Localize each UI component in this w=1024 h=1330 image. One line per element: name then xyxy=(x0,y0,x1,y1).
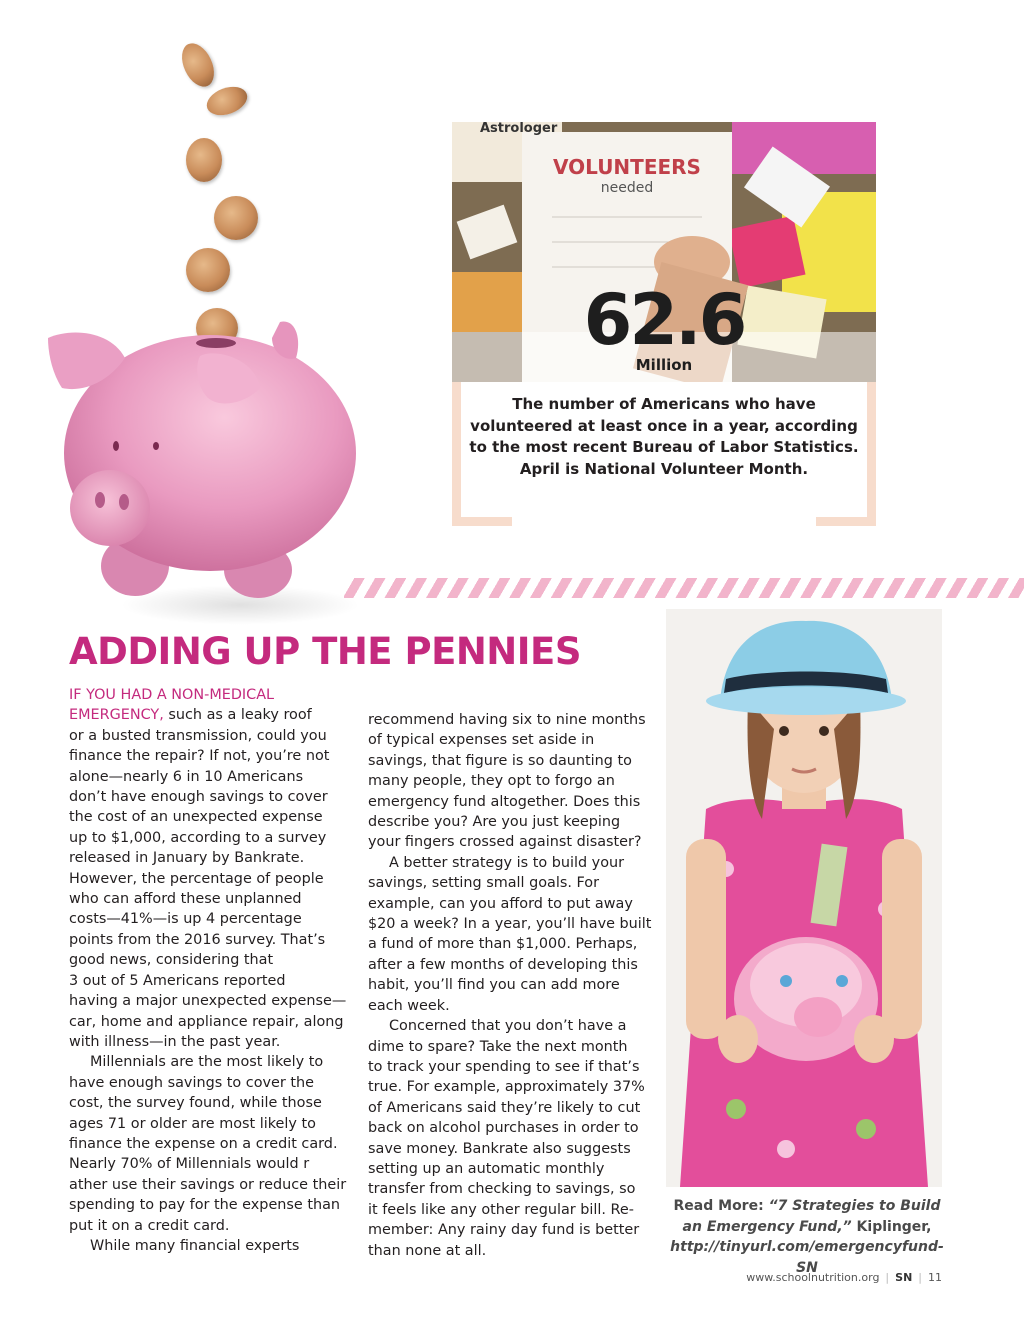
text-line: $20 a week? In a year, you’ll have built xyxy=(368,916,652,933)
article-column-2 xyxy=(368,710,652,1261)
falling-coins xyxy=(170,38,280,358)
text-line: member: Any rainy day fund is better xyxy=(368,1222,640,1239)
sign-subtitle: needed xyxy=(600,180,654,196)
text-line: setting up an automatic monthly xyxy=(368,1160,605,1177)
volunteer-stat-box xyxy=(452,122,876,526)
stat-number: 62.6 xyxy=(583,279,745,361)
text-line: points from the 2016 survey. That’s xyxy=(69,931,326,948)
coin xyxy=(203,82,251,121)
text-line: car, home and appliance repair, along xyxy=(69,1013,344,1030)
text-line: Concerned that you don’t have a xyxy=(389,1018,627,1035)
text-line xyxy=(69,685,351,705)
text-line: a fund of more than $1,000. Perhaps, xyxy=(368,936,638,953)
read-more-link[interactable]: http://tinyurl.com/emergencyfund-SN xyxy=(670,1239,944,1276)
text-line: the cost of an unexpected expense xyxy=(69,809,323,826)
striped-divider xyxy=(344,578,1024,598)
text-line: ather use their savings or reduce their xyxy=(69,1176,347,1193)
board-text: Astrologer xyxy=(480,122,558,136)
coin xyxy=(186,138,222,182)
text-line: savings, setting small goals. For xyxy=(368,875,599,892)
text-line: spending to pay for the expense than xyxy=(69,1197,341,1214)
girl-with-piggy-bank-photo xyxy=(666,609,942,1187)
text-line: after a few months of developing this xyxy=(368,956,638,973)
text-line: ages 71 or older are most likely to xyxy=(69,1115,316,1132)
text-line: with illness—in the past year. xyxy=(69,1033,281,1050)
text-line: who can afford these unplanned xyxy=(69,891,302,908)
text-line: 3 out of 5 Americans reported xyxy=(69,972,286,989)
footer-site[interactable]: www.schoolnutrition.org xyxy=(746,1271,880,1284)
text-line: released in January by Bankrate. xyxy=(69,850,305,867)
text-line: habit, you’ll find you can add more xyxy=(368,977,620,994)
text-line: EMERGENCY, such as a leaky roof xyxy=(69,707,312,724)
text-line: savings, that figure is so daunting to xyxy=(368,752,632,769)
text-line: costs—41%—is up 4 percentage xyxy=(69,911,302,928)
text-line: While many financial experts xyxy=(90,1237,300,1254)
text-line: up to $1,000, according to a survey xyxy=(69,829,327,846)
page-number: 11 xyxy=(928,1271,942,1284)
text-line: describe you? Are you just keeping xyxy=(368,814,621,831)
article-headline: ADDING UP THE PENNIES xyxy=(69,630,581,673)
text-line: example, can you afford to put away xyxy=(368,895,633,912)
stat-unit: Million xyxy=(635,356,693,374)
page-footer xyxy=(746,1271,942,1284)
text-line: have enough savings to cover the xyxy=(69,1074,314,1091)
text-line: A better strategy is to build your xyxy=(389,854,625,871)
article-column-1 xyxy=(69,685,351,1256)
text-line: cost, the survey found, while those xyxy=(69,1095,322,1112)
lead-in: IF YOU HAD A NON-MEDICAL xyxy=(69,687,275,703)
text-line: back on alcohol purchases in order to xyxy=(368,1120,639,1137)
text-line: alone—nearly 6 in 10 Americans xyxy=(69,768,304,785)
text-line: Millennials are the most likely to xyxy=(90,1054,324,1071)
lead-in: EMERGENCY, xyxy=(69,707,164,724)
text-line: or a busted transmission, could you xyxy=(69,727,327,744)
text-line: than none at all. xyxy=(368,1242,487,1259)
stat-caption: The number of Americans who have volunteered at least once in a year, according to the most recent Bureau of Labor Statistics. April is National Volunteer Month. xyxy=(469,395,859,478)
footer-separator: | xyxy=(918,1271,922,1284)
text-line: dime to spare? Take the next month xyxy=(368,1038,628,1055)
text-line: to track your spending to see if that’s xyxy=(368,1058,640,1075)
text-line: true. For example, approximately 37% xyxy=(368,1079,645,1096)
coin xyxy=(186,248,230,292)
text-line: finance the repair? If not, you’re not xyxy=(69,748,330,765)
text-line: good news, considering that xyxy=(69,952,274,969)
text-line: finance the expense on a credit card. xyxy=(69,1135,338,1152)
text-line: transfer from checking to savings, so xyxy=(368,1181,636,1198)
column-1-text xyxy=(69,685,351,1256)
piggy-bank-image xyxy=(40,318,370,608)
read-more-source: Kiplinger, xyxy=(856,1218,932,1235)
coin xyxy=(176,38,221,92)
text-line: each week. xyxy=(368,997,450,1014)
text-line: recommend having six to nine months xyxy=(368,712,646,728)
column-2-text xyxy=(368,710,652,1261)
text-line: of typical expenses set aside in xyxy=(368,732,595,749)
text-line: Nearly 70% of Millennials would r xyxy=(69,1156,310,1173)
text-line: put it on a credit card. xyxy=(69,1217,230,1234)
text-line: However, the percentage of people xyxy=(69,870,324,887)
footer-magazine: SN xyxy=(895,1271,913,1284)
read-more-label: Read More: xyxy=(673,1198,764,1214)
text-line: many people, they opt to forgo an xyxy=(368,773,615,790)
read-more-title: “7 Strategies to Build an Emergency Fund,” xyxy=(682,1198,941,1235)
text-line: your fingers crossed against disaster? xyxy=(368,834,642,851)
footer-separator: | xyxy=(885,1271,890,1284)
text-line: having a major unexpected expense— xyxy=(69,993,347,1010)
text-line: emergency fund altogether. Does this xyxy=(368,793,641,810)
text-line: of Americans said they’re likely to cut xyxy=(368,1099,641,1116)
text-line: save money. Bankrate also suggests xyxy=(368,1140,631,1157)
text-line: don’t have enough savings to cover xyxy=(69,789,328,806)
read-more-note xyxy=(666,1196,948,1278)
coin xyxy=(214,196,258,240)
text-line: it feels like any other regular bill. Re- xyxy=(368,1201,634,1218)
sign-title: VOLUNTEERS xyxy=(553,155,701,179)
